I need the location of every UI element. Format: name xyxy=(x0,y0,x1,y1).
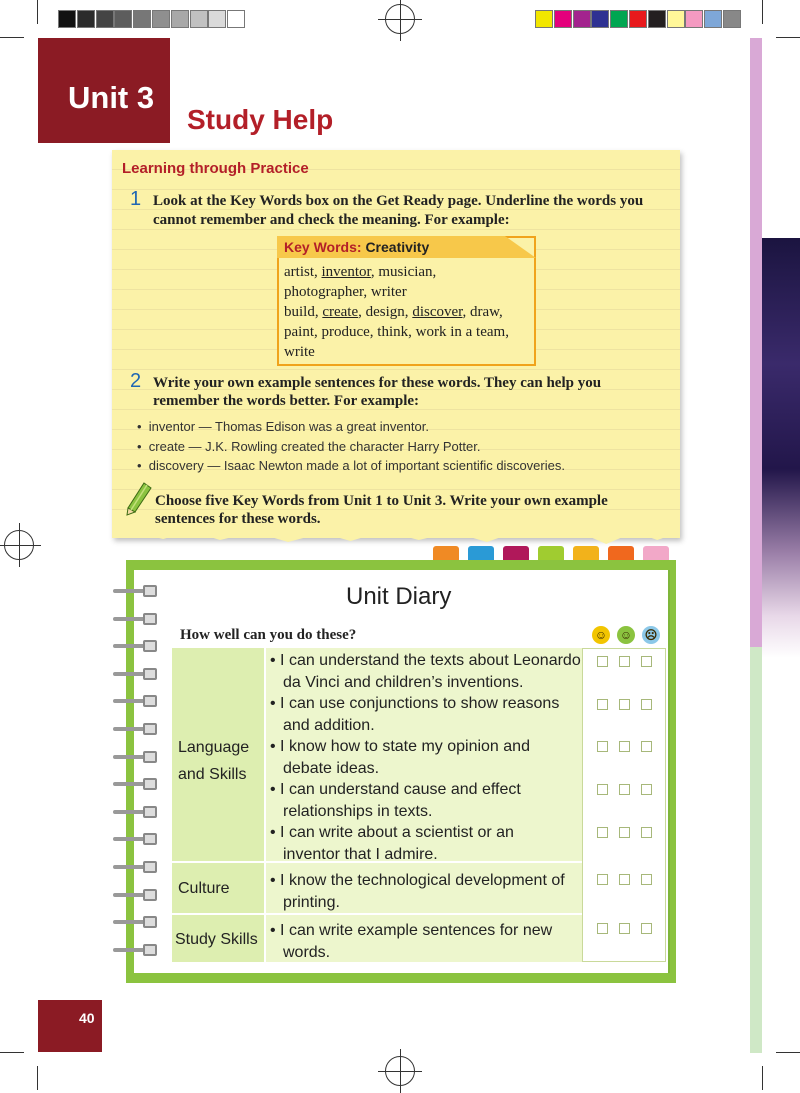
color-swatch xyxy=(610,10,628,28)
statement-line: • I know how to state my opinion and xyxy=(270,738,530,755)
crop-mark xyxy=(776,1052,800,1053)
practice-heading: Learning through Practice xyxy=(122,160,309,177)
smiley-happy-icon: ☺ xyxy=(592,626,610,644)
statement-line: • I can understand the texts about Leonardo xyxy=(270,652,581,669)
key-words-line xyxy=(284,282,407,302)
rating-checkbox[interactable] xyxy=(597,874,608,885)
task-1-line-2: cannot remember and check the meaning. For example: xyxy=(153,212,510,228)
crop-mark xyxy=(0,37,24,38)
gray-swatch xyxy=(133,10,151,28)
key-words-line xyxy=(284,302,503,322)
key-words-title xyxy=(284,239,429,255)
task-number: 2 xyxy=(130,370,142,392)
gray-swatch xyxy=(77,10,95,28)
spiral-ring xyxy=(113,585,161,597)
pencil-icon xyxy=(126,482,152,516)
underlined-word: create xyxy=(322,304,359,320)
statement-line: • I can use conjunctions to show reasons xyxy=(270,695,560,712)
rating-checkbox[interactable] xyxy=(641,874,652,885)
rating-checkbox[interactable] xyxy=(619,699,630,710)
word-text: , design, xyxy=(358,304,413,320)
underlined-word: inventor xyxy=(321,264,371,280)
spiral-ring xyxy=(113,833,161,845)
pencil-task-line-1: Choose five Key Words from Unit 1 to Unit 3. Write your own example xyxy=(155,493,608,509)
task-number: 1 xyxy=(130,188,142,210)
rating-checkbox[interactable] xyxy=(619,923,630,934)
crop-mark xyxy=(762,1066,763,1090)
diary-statement xyxy=(270,779,521,822)
rating-checkbox[interactable] xyxy=(619,784,630,795)
diary-question: How well can you do these? xyxy=(180,627,357,643)
color-swatch xyxy=(554,10,572,28)
gray-swatch xyxy=(190,10,208,28)
word-text: write xyxy=(284,344,315,360)
statement-line: da Vinci and children’s inventions. xyxy=(283,673,524,691)
key-words-line xyxy=(284,342,315,362)
page-number: 40 xyxy=(79,1010,95,1026)
rating-checkbox[interactable] xyxy=(641,784,652,795)
color-swatch xyxy=(704,10,722,28)
statement-line: printing. xyxy=(283,893,340,911)
category-culture: Culture xyxy=(172,863,264,913)
pencil-task-line-2: sentences for these words. xyxy=(155,511,321,527)
gray-swatch xyxy=(58,10,76,28)
statement-line: • I can write about a scientist or an xyxy=(270,824,514,841)
word-text: artist, xyxy=(284,264,322,280)
category-language-and-skills: Language and Skills xyxy=(172,648,264,861)
spiral-ring xyxy=(113,861,161,873)
color-swatch xyxy=(573,10,591,28)
example-sentence: • create — J.K. Rowling created the character Harry Potter. xyxy=(137,439,481,454)
spiral-ring xyxy=(113,668,161,680)
task-1-line-1: Look at the Key Words box on the Get Ready page. Underline the words you xyxy=(153,193,644,209)
gray-swatch xyxy=(171,10,189,28)
statement-line: • I can understand cause and effect xyxy=(270,781,521,798)
crop-mark xyxy=(37,0,38,24)
statement-line: • I can write example sentences for new xyxy=(270,922,553,939)
rating-checkbox[interactable] xyxy=(619,874,630,885)
word-text: paint, produce, think, work in a team, xyxy=(284,324,509,340)
unit-label: Unit 3 xyxy=(68,80,155,115)
gray-swatch xyxy=(152,10,170,28)
rating-checkbox[interactable] xyxy=(597,784,608,795)
crop-mark xyxy=(0,1052,24,1053)
statement-line: relationships in texts. xyxy=(283,802,433,820)
page-number-box xyxy=(38,1000,102,1052)
gray-swatch xyxy=(96,10,114,28)
page-edge-strip xyxy=(750,38,762,1053)
rating-checkbox[interactable] xyxy=(641,923,652,934)
rating-checkbox[interactable] xyxy=(641,699,652,710)
gray-swatch xyxy=(227,10,245,28)
diary-statement xyxy=(270,650,581,693)
key-words-line xyxy=(284,322,509,342)
spiral-ring xyxy=(113,778,161,790)
color-swatch xyxy=(648,10,666,28)
registration-mark-left xyxy=(4,530,34,560)
spiral-ring xyxy=(113,944,161,956)
example-sentence: • inventor — Thomas Edison was a great inventor. xyxy=(137,419,429,434)
diary-statement xyxy=(270,736,530,779)
diary-title: Unit Diary xyxy=(346,583,452,610)
color-swatch xyxy=(667,10,685,28)
rating-checkbox[interactable] xyxy=(597,923,608,934)
spiral-ring xyxy=(113,916,161,928)
word-text: , musician, xyxy=(370,264,437,280)
color-swatch xyxy=(629,10,647,28)
example-sentence: • discovery — Isaac Newton made a lot of important scientific discoveries. xyxy=(137,458,565,473)
registration-mark-bottom xyxy=(385,1056,415,1086)
key-words-line xyxy=(284,262,436,282)
color-swatch xyxy=(685,10,703,28)
spiral-ring xyxy=(113,723,161,735)
word-text: build, xyxy=(284,304,323,320)
rating-checkbox[interactable] xyxy=(619,656,630,667)
color-swatch xyxy=(535,10,553,28)
rating-checkbox[interactable] xyxy=(597,827,608,838)
registration-mark-top xyxy=(385,4,415,34)
statement-line: words. xyxy=(283,943,331,961)
key-words-label: Key Words: xyxy=(284,239,362,255)
page-title: Study Help xyxy=(187,104,334,135)
rating-checkbox[interactable] xyxy=(641,741,652,752)
task-2-line-2: remember the words better. For example: xyxy=(153,393,420,409)
statement-line: inventor that I admire. xyxy=(283,845,438,863)
color-swatch xyxy=(591,10,609,28)
crop-mark xyxy=(762,0,763,24)
rating-checkbox[interactable] xyxy=(641,827,652,838)
statement-line: debate ideas. xyxy=(283,759,380,777)
smiley-neutral-icon: ☺ xyxy=(617,626,635,644)
rating-checkbox[interactable] xyxy=(619,741,630,752)
smiley-sad-icon: ☹ xyxy=(642,626,660,644)
rating-checkbox[interactable] xyxy=(641,656,652,667)
spiral-ring xyxy=(113,889,161,901)
spiral-ring xyxy=(113,751,161,763)
diary-statement xyxy=(270,920,552,963)
rating-checkbox[interactable] xyxy=(597,699,608,710)
spiral-ring xyxy=(113,640,161,652)
statement-line: • I know the technological development of xyxy=(270,872,565,889)
crop-mark xyxy=(776,37,800,38)
cover-photo-edge xyxy=(762,238,800,658)
spiral-ring xyxy=(113,695,161,707)
rating-checkbox[interactable] xyxy=(597,656,608,667)
spiral-ring xyxy=(113,806,161,818)
self-assessment-column xyxy=(582,648,666,962)
color-swatch xyxy=(723,10,741,28)
word-text: photographer, writer xyxy=(284,284,407,300)
statement-line: and addition. xyxy=(283,716,375,734)
crop-mark xyxy=(37,1066,38,1090)
underlined-word: discover xyxy=(412,304,463,320)
spiral-ring xyxy=(113,613,161,625)
diary-statement xyxy=(270,870,565,913)
category-study-skills: Study Skills xyxy=(172,915,264,962)
rating-checkbox[interactable] xyxy=(597,741,608,752)
diary-statement xyxy=(270,822,514,865)
key-words-topic: Creativity xyxy=(365,239,430,255)
gray-swatch xyxy=(114,10,132,28)
rating-checkbox[interactable] xyxy=(619,827,630,838)
word-text: , draw, xyxy=(462,304,503,320)
diary-statement xyxy=(270,693,559,736)
task-2-line-1: Write your own example sentences for these words. They can help you xyxy=(153,375,602,391)
gray-swatch xyxy=(208,10,226,28)
